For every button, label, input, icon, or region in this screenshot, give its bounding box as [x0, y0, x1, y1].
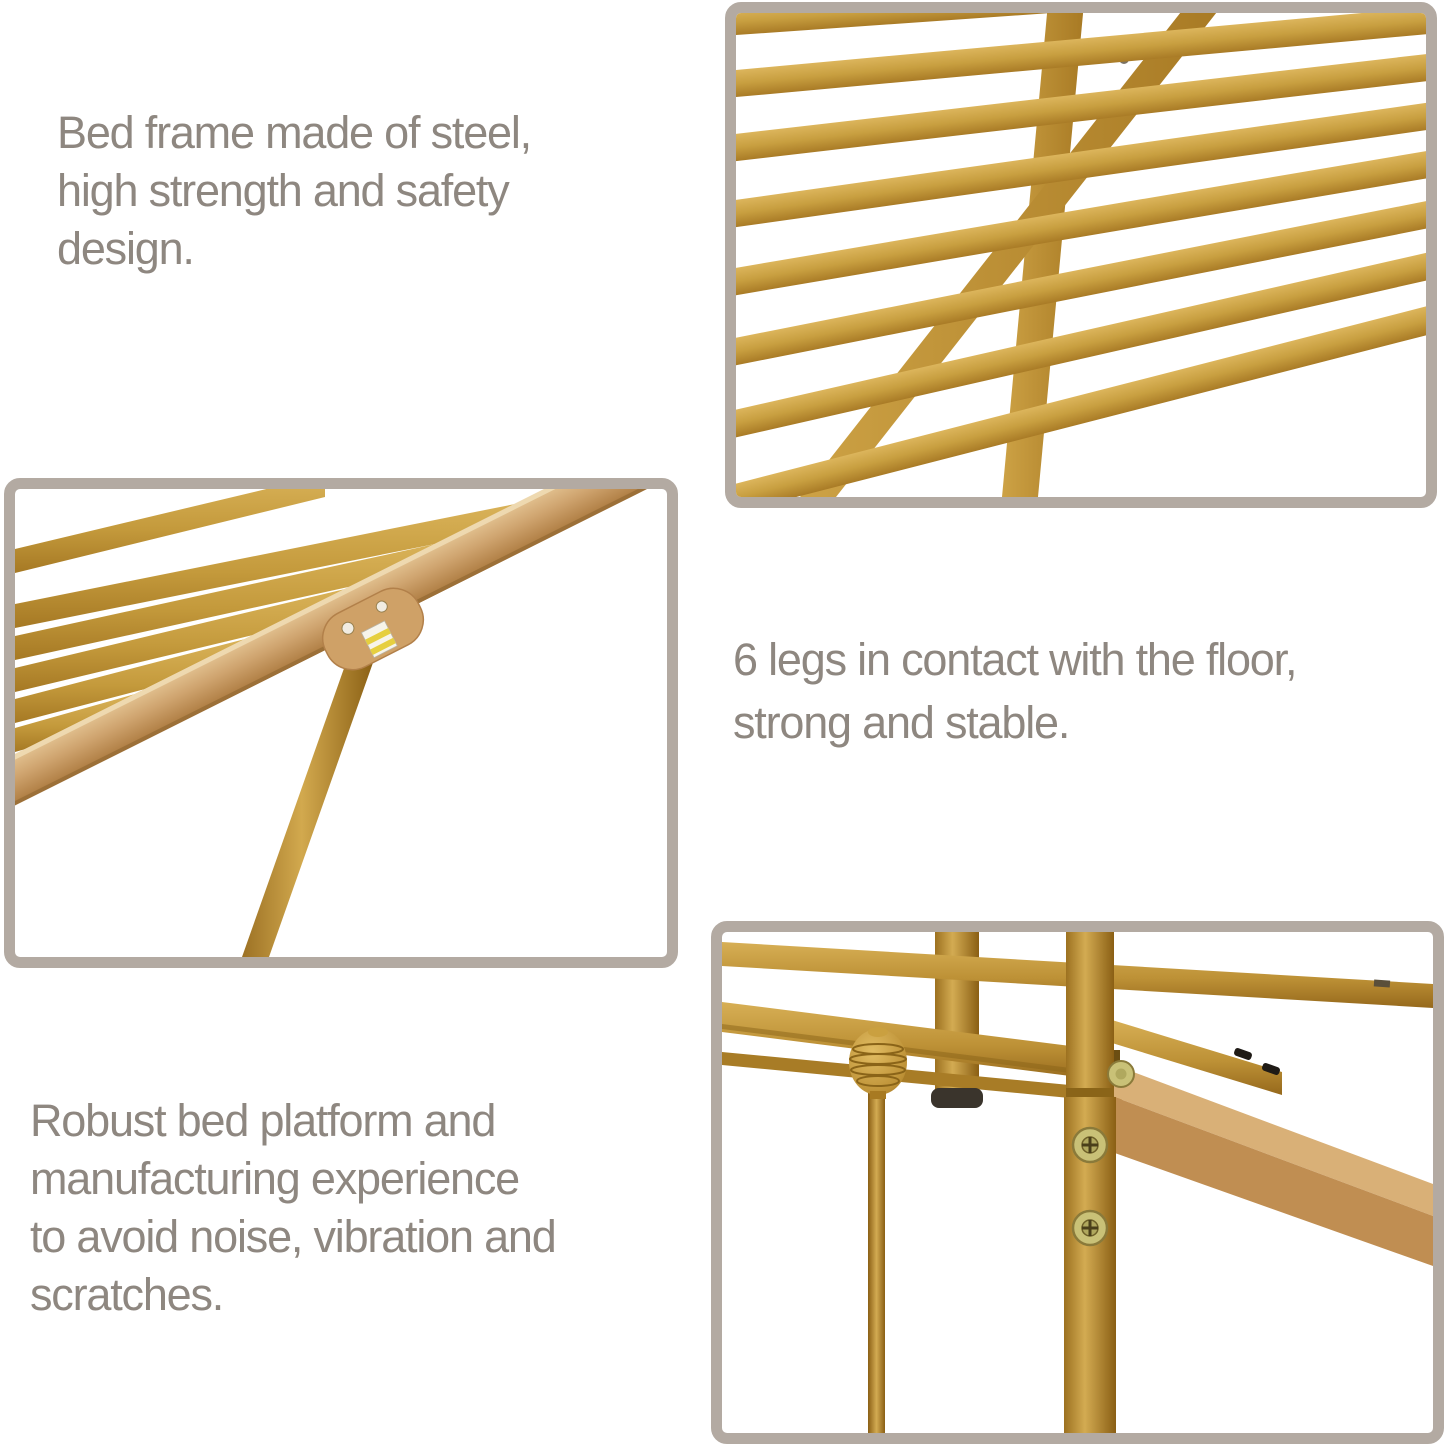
photo-slats-detail — [725, 2, 1437, 508]
feature-text-legs — [733, 628, 1296, 754]
feature-text-line: to avoid noise, vibration and — [30, 1211, 556, 1262]
feature-text-line: high strength and safety — [57, 165, 509, 216]
feature-text-line: 6 legs in contact with the floor, — [733, 634, 1297, 685]
feature-text-line: scratches. — [30, 1269, 224, 1320]
steel-slats-illustration — [736, 13, 1426, 497]
feature-text-platform — [30, 1092, 556, 1324]
side-rail-leg-illustration — [15, 489, 667, 957]
photo-headboard-leg-detail — [711, 921, 1444, 1444]
feature-text-line: Bed frame made of steel, — [57, 107, 531, 158]
feature-text-material — [57, 104, 531, 278]
feature-text-line: Robust bed platform and — [30, 1095, 496, 1146]
leg-screw — [1073, 1211, 1107, 1245]
headboard-leg-illustration — [722, 932, 1433, 1433]
feature-text-line: design. — [57, 223, 194, 274]
feature-text-line: strong and stable. — [733, 697, 1070, 748]
feature-text-line: manufacturing experience — [30, 1153, 520, 1204]
photo-rail-leg-detail — [4, 478, 678, 968]
leg-screw — [1073, 1128, 1107, 1162]
